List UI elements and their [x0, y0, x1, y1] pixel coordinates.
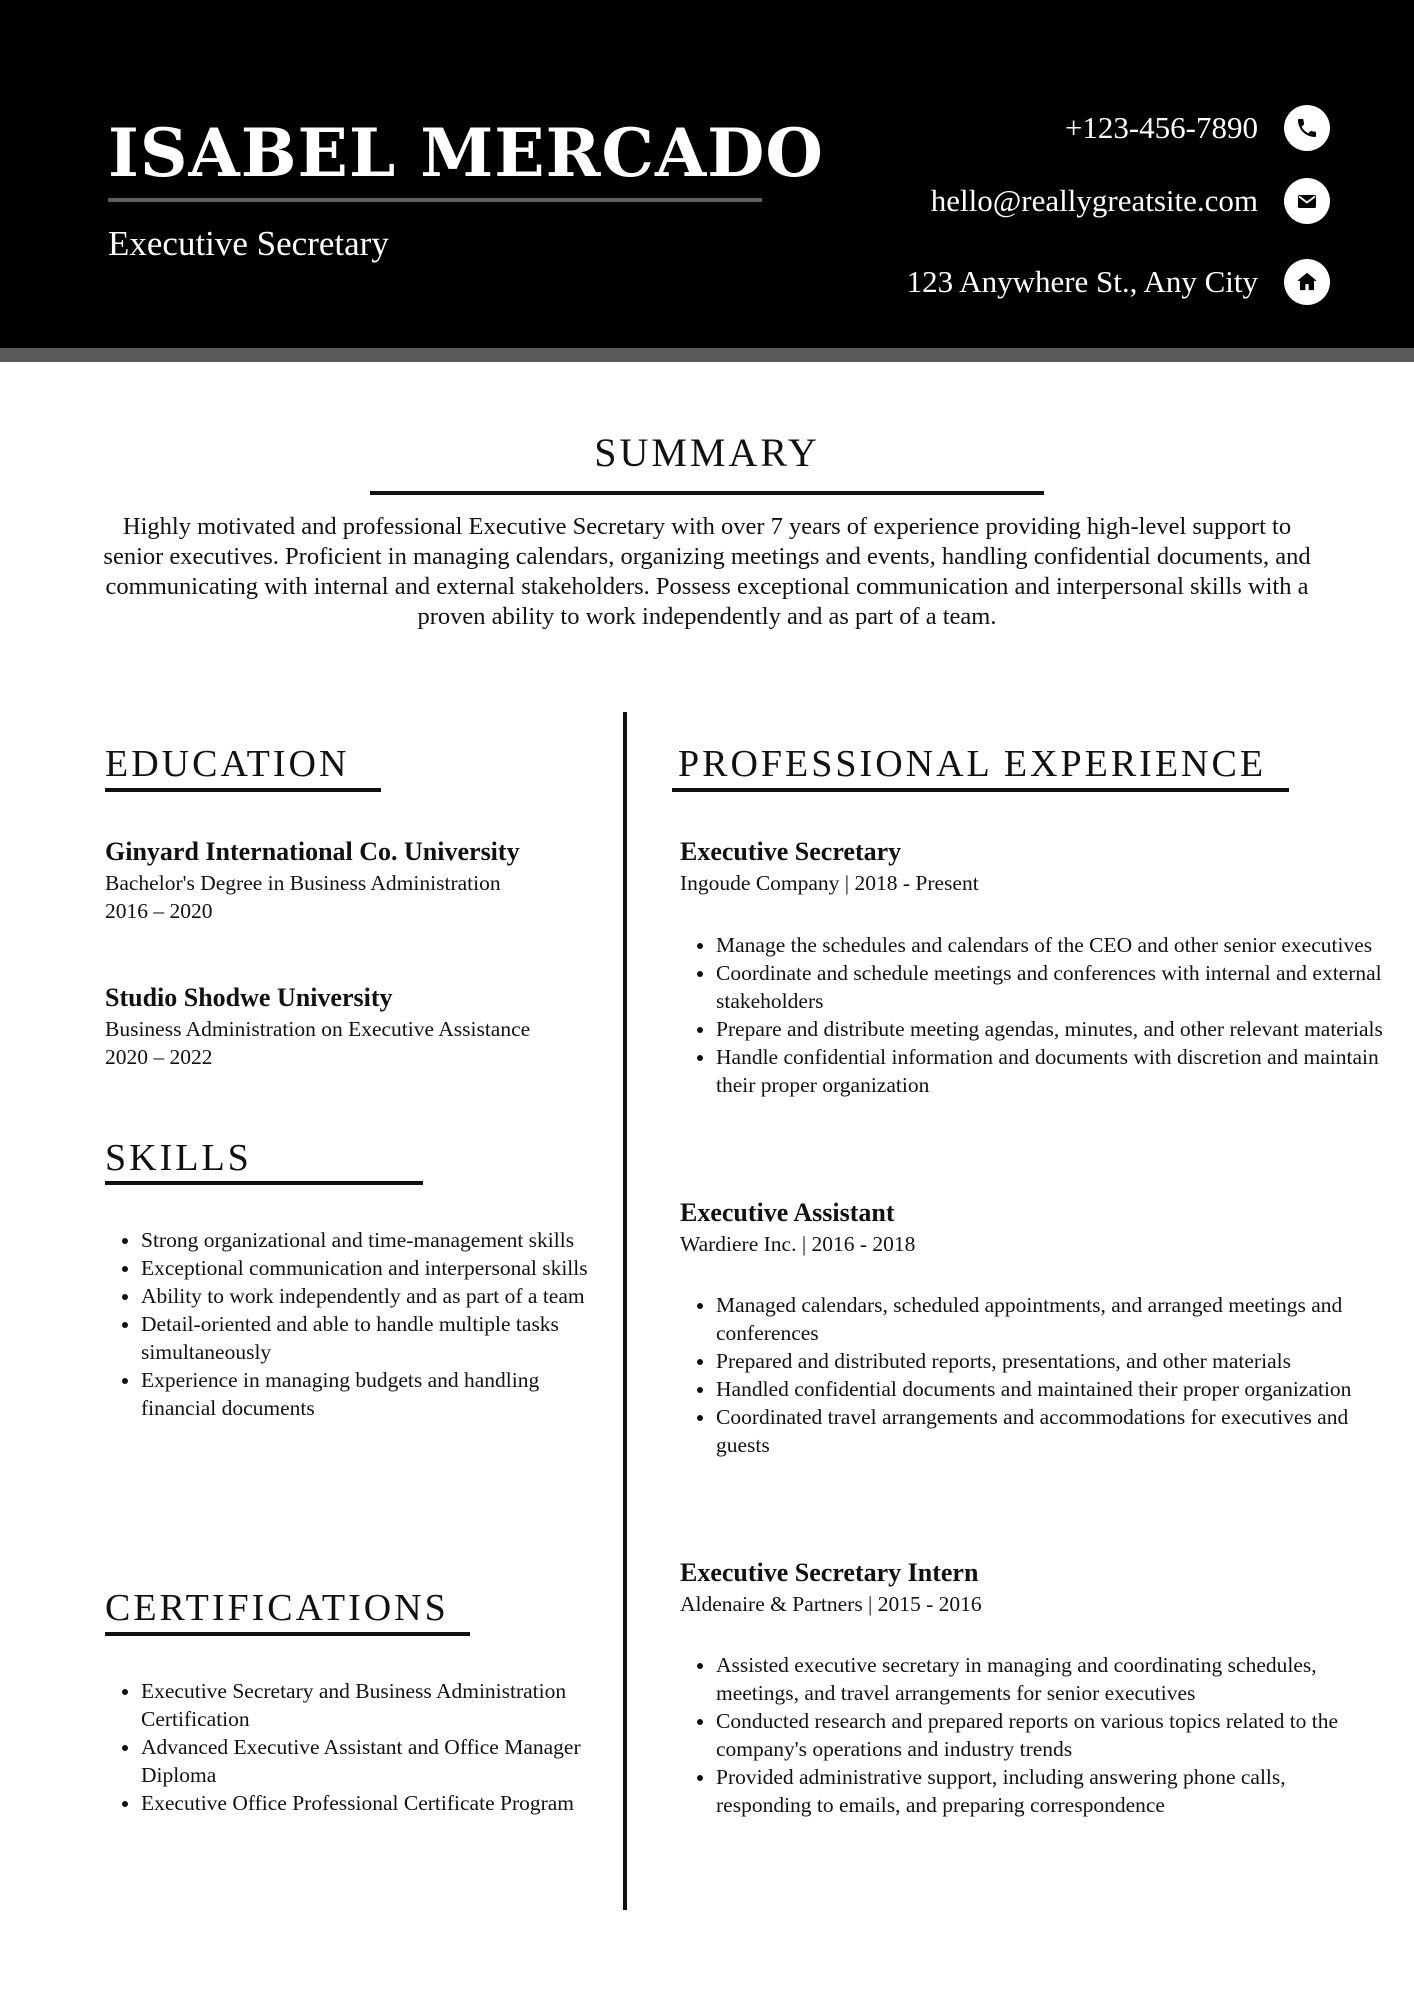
header-divider-strip: [0, 348, 1414, 362]
job-bullet: • Managed calendars, scheduled appointments, and arranged meetings and conferences: [716, 1291, 1386, 1347]
job-bullet: • Coordinated travel arrangements and accommodations for executives and guests: [716, 1403, 1386, 1459]
contact-email: [931, 178, 1330, 224]
skills-underline: [105, 1181, 423, 1185]
email-text[interactable]: hello@reallygreatsite.com: [930, 183, 1258, 218]
education-dates: 2016 – 2020: [105, 899, 213, 923]
skill-item: • Experience in managing budgets and handling financial documents: [141, 1366, 601, 1422]
job-bullet: • Conducted research and prepared reports on various topics related to the company's operations and industry trends: [716, 1707, 1386, 1763]
education-entry: [105, 835, 520, 925]
address-text: 123 Anywhere St., Any City: [906, 264, 1258, 299]
job-bullet: • Manage the schedules and calendars of the CEO and other senior executives: [716, 931, 1386, 959]
education-entry: [105, 981, 530, 1071]
job-company: Ingoude Company | 2018 - Present: [680, 871, 979, 895]
skills-list: [105, 1226, 601, 1422]
job-bullet: • Handle confidential information and documents with discretion and maintain their proper organization: [716, 1043, 1386, 1099]
job-role: Executive Assistant: [680, 1198, 895, 1227]
job-bullets: [680, 931, 1386, 1099]
skills-heading: SKILLS: [105, 1137, 252, 1179]
job-role: Executive Secretary Intern: [680, 1558, 979, 1587]
phone-icon: [1284, 105, 1330, 151]
home-icon: [1284, 259, 1330, 305]
certifications-list: [105, 1677, 601, 1817]
column-divider: [623, 712, 627, 1910]
education-underline: [105, 788, 381, 792]
skill-item: • Ability to work independently and as part of a team: [141, 1282, 601, 1310]
certifications-underline: [105, 1632, 470, 1636]
summary-underline: [370, 491, 1044, 495]
certifications-heading: CERTIFICATIONS: [105, 1587, 449, 1629]
education-heading: EDUCATION: [105, 743, 350, 785]
job-bullet: • Prepared and distributed reports, presentations, and other materials: [716, 1347, 1386, 1375]
degree: Business Administration on Executive Assistance: [105, 1017, 531, 1041]
candidate-name: ISABEL MERCADO: [108, 114, 824, 192]
phone-text[interactable]: +123-456-7890: [1064, 110, 1258, 145]
degree: Bachelor's Degree in Business Administration: [105, 871, 501, 895]
summary-text: Highly motivated and professional Executive Secretary with over 7 years of experience providing high-level support to senior executives. Proficient in managing calendars, organizing meetings and events, handling confidential documents, and communicating with internal and external stakeholders. Possess exceptional communication and interpersonal skills with a proven ability to work independently and as part of a team.: [103, 513, 1311, 630]
job-entry: [680, 1196, 915, 1258]
summary-heading: SUMMARY: [594, 430, 820, 475]
job-entry: [680, 835, 979, 897]
job-bullet: • Assisted executive secretary in managing and coordinating schedules, meetings, and travel arrangements for senior executives: [716, 1651, 1386, 1707]
certification-item: • Executive Office Professional Certificate Program: [141, 1789, 601, 1817]
certification-item: • Executive Secretary and Business Administration Certification: [141, 1677, 601, 1733]
job-role: Executive Secretary: [680, 837, 902, 866]
mail-icon: [1284, 178, 1330, 224]
job-company: Aldenaire & Partners | 2015 - 2016: [680, 1592, 982, 1616]
job-bullet: • Provided administrative support, including answering phone calls, responding to emails, and preparing correspondence: [716, 1763, 1386, 1819]
job-bullets: [680, 1291, 1386, 1459]
job-bullets: [680, 1651, 1386, 1819]
skill-item: • Exceptional communication and interpersonal skills: [141, 1254, 601, 1282]
school-name: Studio Shodwe University: [105, 983, 393, 1012]
job-bullet: • Prepare and distribute meeting agendas, minutes, and other relevant materials: [716, 1015, 1386, 1043]
job-title: Executive Secretary: [108, 224, 389, 263]
job-bullet: • Handled confidential documents and maintained their proper organization: [716, 1375, 1386, 1403]
job-entry: [680, 1556, 982, 1618]
skill-item: • Detail-oriented and able to handle multiple tasks simultaneously: [141, 1310, 601, 1366]
job-company: Wardiere Inc. | 2016 - 2018: [680, 1232, 916, 1256]
job-bullet: • Coordinate and schedule meetings and conferences with internal and external stakeholders: [716, 959, 1386, 1015]
name-underline: [108, 198, 762, 202]
experience-heading: PROFESSIONAL EXPERIENCE: [678, 743, 1267, 785]
school-name: Ginyard International Co. University: [105, 837, 520, 866]
certification-item: • Advanced Executive Assistant and Office Manager Diploma: [141, 1733, 601, 1789]
skill-item: • Strong organizational and time-management skills: [141, 1226, 601, 1254]
experience-underline: [672, 788, 1289, 792]
contact-address: [907, 259, 1330, 305]
contact-phone: [1065, 105, 1330, 151]
education-dates: 2020 – 2022: [105, 1045, 213, 1069]
